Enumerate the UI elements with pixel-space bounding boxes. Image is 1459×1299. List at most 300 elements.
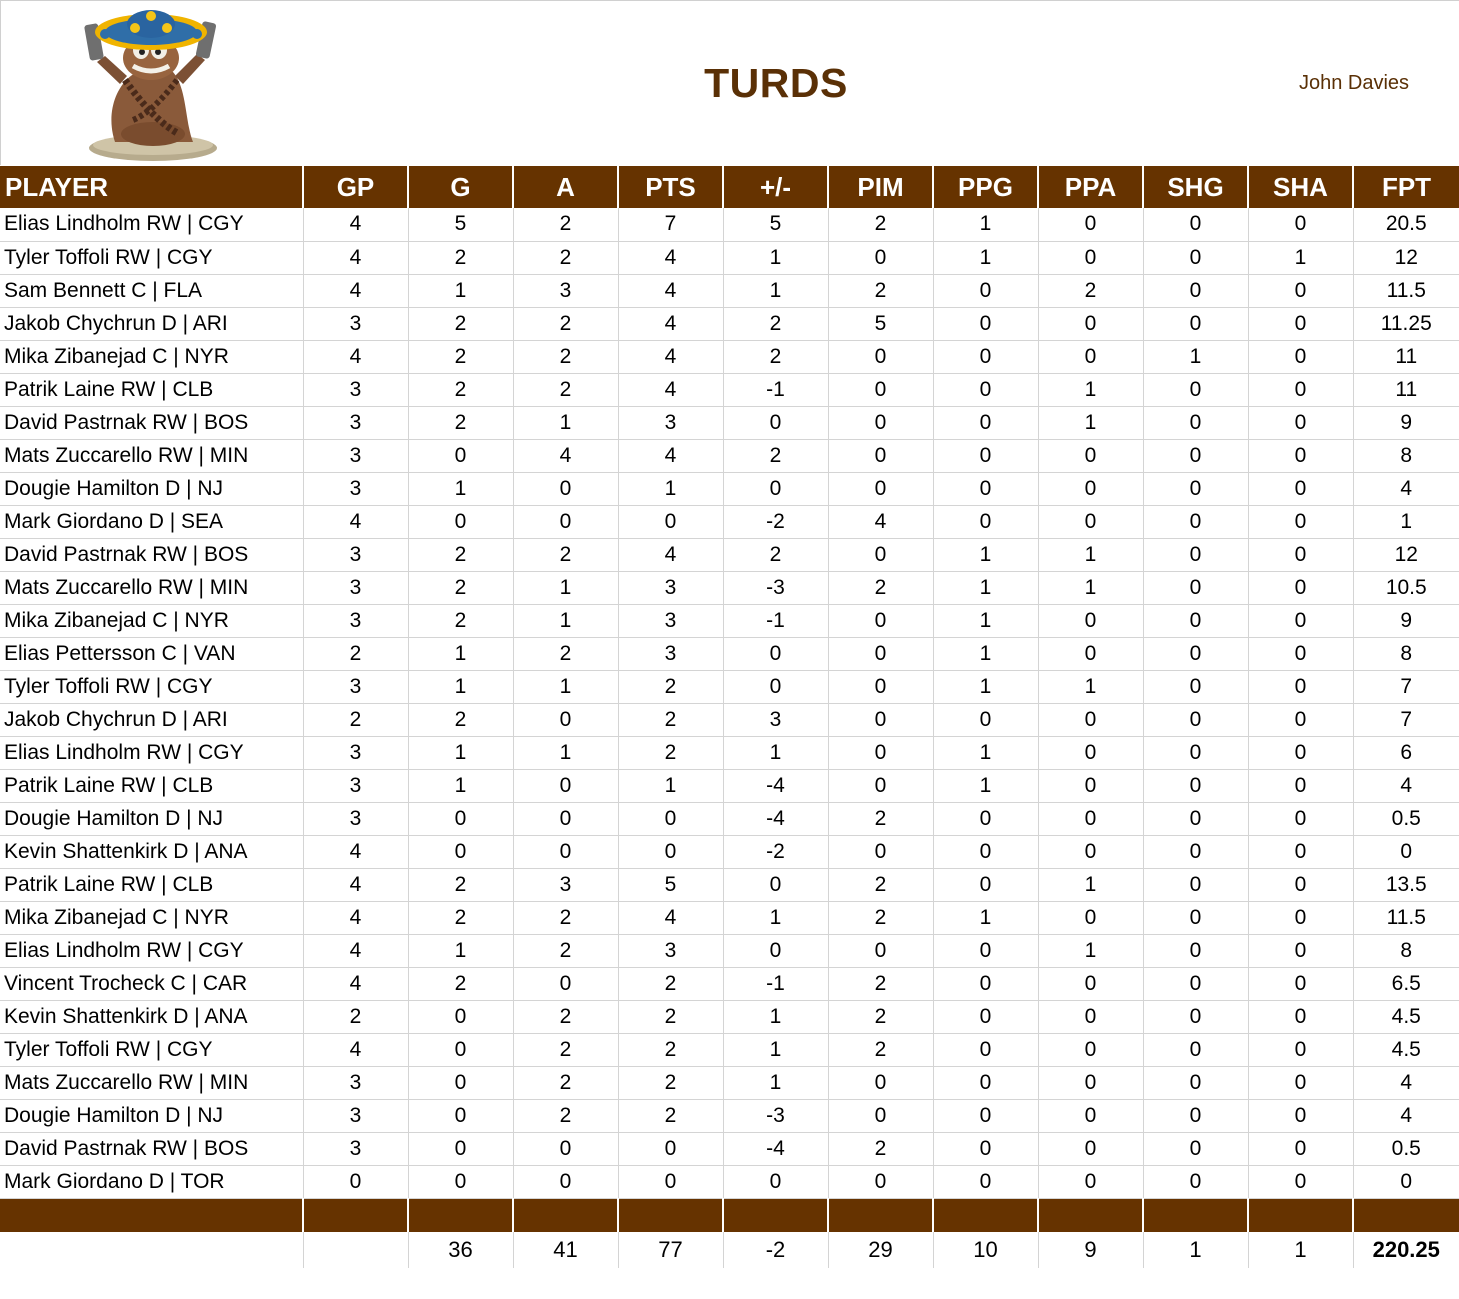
player-name-cell: Mika Zibanejad C | NYR [0,340,303,373]
stat-cell-sha: 0 [1248,1033,1353,1066]
stat-cell-fpt: 11.5 [1353,274,1459,307]
stat-cell-sha: 0 [1248,208,1353,241]
table-row [0,439,1459,472]
stat-cell-pts: 1 [618,769,723,802]
stat-cell-pts: 3 [618,934,723,967]
stat-cell-gp: 3 [303,1099,408,1132]
stat-cell-gp: 3 [303,571,408,604]
stat-cell-ppa: 1 [1038,670,1143,703]
player-name-cell: Mats Zuccarello RW | MIN [0,439,303,472]
stat-cell-sha: 0 [1248,835,1353,868]
stat-cell-ppg: 0 [933,274,1038,307]
stat-cell-fpt: 7 [1353,703,1459,736]
stat-cell-sha: 0 [1248,406,1353,439]
stat-cell-g: 2 [408,571,513,604]
player-name-cell: Patrik Laine RW | CLB [0,868,303,901]
stat-cell-pim: 0 [828,637,933,670]
table-row [0,1132,1459,1165]
stat-cell-ppg: 0 [933,340,1038,373]
stat-cell-pim: 0 [828,1165,933,1198]
total-cell [0,1232,303,1268]
stat-cell-pts: 4 [618,307,723,340]
stat-cell-ppa: 0 [1038,901,1143,934]
table-row [0,934,1459,967]
stat-cell-g: 2 [408,901,513,934]
stat-cell-sha: 0 [1248,472,1353,505]
stat-cell-gp: 3 [303,472,408,505]
stat-cell-plus-minus: 2 [723,439,828,472]
total-cell: 29 [828,1232,933,1268]
stat-cell-sha: 0 [1248,307,1353,340]
stat-cell-gp: 3 [303,307,408,340]
stat-cell-fpt: 6.5 [1353,967,1459,1000]
stat-cell-plus-minus: -1 [723,967,828,1000]
stat-cell-a: 0 [513,802,618,835]
stat-cell-shg: 0 [1143,1132,1248,1165]
stat-cell-pim: 2 [828,1132,933,1165]
stat-cell-gp: 4 [303,934,408,967]
stat-cell-shg: 0 [1143,538,1248,571]
stat-cell-g: 0 [408,1033,513,1066]
stat-cell-sha: 0 [1248,901,1353,934]
stat-cell-pts: 3 [618,604,723,637]
stat-cell-pim: 0 [828,835,933,868]
column-header-ppg: PPG [933,166,1038,208]
stat-cell-pts: 4 [618,439,723,472]
player-name-cell: Vincent Trocheck C | CAR [0,967,303,1000]
stat-cell-fpt: 11 [1353,340,1459,373]
stat-cell-fpt: 11.5 [1353,901,1459,934]
stat-cell-fpt: 9 [1353,406,1459,439]
stat-cell-shg: 0 [1143,835,1248,868]
stat-cell-ppg: 1 [933,208,1038,241]
band-cell [0,1198,303,1232]
stat-cell-sha: 1 [1248,241,1353,274]
stat-cell-ppg: 1 [933,901,1038,934]
stat-cell-plus-minus: 1 [723,1066,828,1099]
stat-cell-ppg: 0 [933,1033,1038,1066]
stat-cell-ppg: 0 [933,1099,1038,1132]
stat-cell-g: 2 [408,538,513,571]
stat-cell-pts: 4 [618,901,723,934]
stat-cell-g: 0 [408,1165,513,1198]
stat-cell-a: 0 [513,505,618,538]
stat-cell-pts: 0 [618,1165,723,1198]
stat-cell-gp: 2 [303,1000,408,1033]
total-cell: 1 [1248,1232,1353,1268]
stat-cell-plus-minus: 0 [723,670,828,703]
stat-cell-shg: 0 [1143,736,1248,769]
table-row [0,1066,1459,1099]
stat-cell-plus-minus: -1 [723,373,828,406]
total-cell: 1 [1143,1232,1248,1268]
mascot-logo-icon [75,2,225,164]
stat-cell-gp: 4 [303,208,408,241]
stat-cell-shg: 0 [1143,637,1248,670]
total-cell: 77 [618,1232,723,1268]
stat-cell-ppg: 0 [933,802,1038,835]
stat-cell-gp: 3 [303,604,408,637]
stat-cell-ppg: 0 [933,406,1038,439]
stat-cell-plus-minus: 0 [723,637,828,670]
stat-cell-shg: 0 [1143,208,1248,241]
player-name-cell: Tyler Toffoli RW | CGY [0,670,303,703]
stat-cell-pts: 2 [618,967,723,1000]
stat-cell-a: 0 [513,703,618,736]
stat-cell-gp: 4 [303,967,408,1000]
stat-cell-ppg: 0 [933,307,1038,340]
table-row [0,868,1459,901]
stat-cell-gp: 3 [303,373,408,406]
stat-cell-a: 3 [513,274,618,307]
stat-cell-shg: 0 [1143,802,1248,835]
stat-cell-pim: 2 [828,1000,933,1033]
stat-cell-pim: 2 [828,901,933,934]
table-row [0,769,1459,802]
stat-cell-gp: 2 [303,637,408,670]
stat-cell-shg: 0 [1143,307,1248,340]
stat-cell-ppa: 1 [1038,373,1143,406]
stat-cell-shg: 0 [1143,868,1248,901]
stat-cell-ppa: 0 [1038,637,1143,670]
player-name-cell: Mika Zibanejad C | NYR [0,604,303,637]
stat-cell-g: 0 [408,1132,513,1165]
stat-cell-plus-minus: -4 [723,1132,828,1165]
table-row [0,835,1459,868]
stat-cell-g: 0 [408,1099,513,1132]
player-name-cell: Dougie Hamilton D | NJ [0,1099,303,1132]
stat-cell-g: 0 [408,1066,513,1099]
stat-cell-ppa: 0 [1038,208,1143,241]
band-cell [1353,1198,1459,1232]
player-name-cell: Mark Giordano D | TOR [0,1165,303,1198]
table-row [0,505,1459,538]
stat-cell-fpt: 12 [1353,241,1459,274]
stat-cell-pts: 4 [618,340,723,373]
column-header-plus-minus: +/- [723,166,828,208]
stat-cell-ppg: 0 [933,835,1038,868]
stat-cell-ppg: 1 [933,241,1038,274]
stat-cell-pts: 3 [618,637,723,670]
stat-cell-plus-minus: 1 [723,736,828,769]
stat-cell-pim: 2 [828,802,933,835]
stat-cell-pim: 0 [828,472,933,505]
player-name-cell: Jakob Chychrun D | ARI [0,307,303,340]
stat-cell-ppa: 0 [1038,835,1143,868]
band-cell [303,1198,408,1232]
stat-cell-ppg: 0 [933,1132,1038,1165]
stat-cell-shg: 0 [1143,1066,1248,1099]
stat-cell-sha: 0 [1248,769,1353,802]
column-header-pim: PIM [828,166,933,208]
stat-cell-sha: 0 [1248,967,1353,1000]
stat-cell-sha: 0 [1248,1099,1353,1132]
stat-cell-a: 1 [513,604,618,637]
player-name-cell: Mats Zuccarello RW | MIN [0,571,303,604]
table-row [0,208,1459,241]
stat-cell-a: 1 [513,670,618,703]
stat-cell-pim: 2 [828,868,933,901]
stat-cell-pim: 0 [828,934,933,967]
stat-cell-gp: 4 [303,868,408,901]
stat-cell-gp: 3 [303,670,408,703]
stat-cell-sha: 0 [1248,736,1353,769]
stat-cell-gp: 4 [303,241,408,274]
stat-cell-pts: 2 [618,1099,723,1132]
stat-cell-fpt: 8 [1353,934,1459,967]
stat-cell-plus-minus: 2 [723,340,828,373]
stat-cell-ppg: 0 [933,934,1038,967]
table-row [0,538,1459,571]
stat-cell-pim: 0 [828,1099,933,1132]
player-name-cell: David Pastrnak RW | BOS [0,538,303,571]
player-name-cell: Elias Lindholm RW | CGY [0,208,303,241]
stat-cell-pts: 2 [618,736,723,769]
stat-cell-a: 0 [513,967,618,1000]
stat-cell-a: 2 [513,241,618,274]
stat-cell-ppa: 0 [1038,1066,1143,1099]
player-name-cell: Sam Bennett C | FLA [0,274,303,307]
stat-cell-plus-minus: 3 [723,703,828,736]
stat-cell-plus-minus: -1 [723,604,828,637]
total-cell: 10 [933,1232,1038,1268]
stat-cell-sha: 0 [1248,571,1353,604]
grand-total-cell: 220.25 [1353,1232,1459,1268]
stat-cell-ppg: 1 [933,736,1038,769]
stat-cell-pts: 4 [618,241,723,274]
stat-cell-plus-minus: 1 [723,1000,828,1033]
stat-cell-ppa: 0 [1038,505,1143,538]
column-header-player: PLAYER [0,166,303,208]
stat-cell-g: 0 [408,505,513,538]
stat-cell-fpt: 12 [1353,538,1459,571]
stat-cell-fpt: 0 [1353,1165,1459,1198]
stat-cell-plus-minus: -4 [723,769,828,802]
stat-cell-ppa: 0 [1038,769,1143,802]
band-cell [723,1198,828,1232]
table-row [0,736,1459,769]
stat-cell-ppa: 0 [1038,307,1143,340]
stat-cell-g: 1 [408,736,513,769]
stats-table [0,166,1459,1268]
stat-cell-a: 2 [513,340,618,373]
stat-cell-gp: 4 [303,274,408,307]
stat-cell-pim: 2 [828,274,933,307]
band-cell [1143,1198,1248,1232]
stat-cell-ppa: 0 [1038,604,1143,637]
stat-cell-gp: 3 [303,406,408,439]
stat-cell-ppg: 0 [933,373,1038,406]
stat-cell-ppa: 0 [1038,340,1143,373]
stat-cell-a: 4 [513,439,618,472]
stat-cell-pim: 0 [828,340,933,373]
stat-cell-a: 2 [513,934,618,967]
stat-cell-pts: 5 [618,868,723,901]
stat-cell-fpt: 1 [1353,505,1459,538]
stat-cell-pts: 2 [618,1066,723,1099]
stat-cell-g: 0 [408,439,513,472]
player-name-cell: Elias Lindholm RW | CGY [0,736,303,769]
player-name-cell: David Pastrnak RW | BOS [0,1132,303,1165]
stat-cell-g: 5 [408,208,513,241]
stat-cell-a: 2 [513,208,618,241]
stat-cell-shg: 0 [1143,406,1248,439]
stat-cell-ppa: 0 [1038,1099,1143,1132]
stat-cell-shg: 0 [1143,472,1248,505]
totals-row [0,1232,1459,1268]
stat-cell-ppa: 0 [1038,1033,1143,1066]
total-cell: -2 [723,1232,828,1268]
stat-cell-plus-minus: -4 [723,802,828,835]
stat-cell-shg: 0 [1143,274,1248,307]
table-row [0,1165,1459,1198]
stat-cell-a: 3 [513,868,618,901]
band-cell [618,1198,723,1232]
total-cell [303,1232,408,1268]
stat-cell-g: 1 [408,472,513,505]
stat-cell-g: 2 [408,241,513,274]
stat-cell-pim: 0 [828,241,933,274]
stat-cell-g: 1 [408,769,513,802]
stat-cell-pts: 4 [618,538,723,571]
stat-cell-plus-minus: 0 [723,868,828,901]
stat-cell-ppa: 0 [1038,472,1143,505]
player-name-cell: Jakob Chychrun D | ARI [0,703,303,736]
stat-cell-a: 0 [513,835,618,868]
stat-cell-a: 2 [513,1066,618,1099]
stat-cell-sha: 0 [1248,274,1353,307]
stat-cell-ppa: 0 [1038,1132,1143,1165]
stat-cell-pim: 4 [828,505,933,538]
player-name-cell: Kevin Shattenkirk D | ANA [0,1000,303,1033]
stat-cell-plus-minus: 0 [723,472,828,505]
stat-cell-pts: 0 [618,1132,723,1165]
stat-cell-pim: 0 [828,670,933,703]
stat-cell-a: 2 [513,307,618,340]
stat-cell-a: 2 [513,901,618,934]
table-row [0,472,1459,505]
stat-cell-plus-minus: 0 [723,406,828,439]
stat-cell-pts: 7 [618,208,723,241]
stat-cell-pim: 2 [828,967,933,1000]
stat-cell-pim: 0 [828,703,933,736]
stat-cell-g: 2 [408,406,513,439]
stat-cell-sha: 0 [1248,538,1353,571]
stat-cell-ppa: 1 [1038,406,1143,439]
stat-cell-pim: 0 [828,604,933,637]
stat-cell-g: 2 [408,703,513,736]
stat-cell-ppa: 0 [1038,439,1143,472]
stat-cell-plus-minus: -3 [723,1099,828,1132]
stat-cell-ppg: 1 [933,538,1038,571]
stat-cell-plus-minus: 1 [723,901,828,934]
player-name-cell: Dougie Hamilton D | NJ [0,472,303,505]
stat-cell-sha: 0 [1248,703,1353,736]
stat-cell-plus-minus: 5 [723,208,828,241]
stat-cell-pts: 1 [618,472,723,505]
table-row [0,571,1459,604]
stat-cell-fpt: 8 [1353,439,1459,472]
table-row [0,307,1459,340]
player-name-cell: Mats Zuccarello RW | MIN [0,1066,303,1099]
stat-cell-ppg: 0 [933,1066,1038,1099]
stat-cell-g: 0 [408,802,513,835]
table-row [0,373,1459,406]
stat-cell-ppg: 1 [933,637,1038,670]
stat-cell-a: 1 [513,736,618,769]
stat-cell-gp: 3 [303,1132,408,1165]
table-row [0,670,1459,703]
stat-cell-gp: 3 [303,538,408,571]
stat-cell-gp: 3 [303,769,408,802]
stat-cell-ppg: 0 [933,868,1038,901]
stat-cell-fpt: 4 [1353,1066,1459,1099]
stat-cell-fpt: 11 [1353,373,1459,406]
stat-cell-g: 1 [408,934,513,967]
owner-name: John Davies [1298,72,1410,94]
stat-cell-ppa: 0 [1038,736,1143,769]
stat-cell-g: 2 [408,340,513,373]
stat-cell-fpt: 0.5 [1353,1132,1459,1165]
stat-cell-fpt: 9 [1353,604,1459,637]
table-row [0,802,1459,835]
stat-cell-sha: 0 [1248,802,1353,835]
stat-cell-ppg: 0 [933,703,1038,736]
stat-cell-sha: 0 [1248,373,1353,406]
stat-cell-pim: 0 [828,769,933,802]
stat-cell-fpt: 7 [1353,670,1459,703]
stat-cell-fpt: 6 [1353,736,1459,769]
stat-cell-ppa: 0 [1038,703,1143,736]
stat-cell-gp: 4 [303,505,408,538]
stat-cell-gp: 2 [303,703,408,736]
player-name-cell: Elias Pettersson C | VAN [0,637,303,670]
stat-cell-ppa: 0 [1038,967,1143,1000]
stat-cell-gp: 3 [303,802,408,835]
stat-cell-pim: 0 [828,406,933,439]
stat-cell-shg: 0 [1143,967,1248,1000]
total-cell: 41 [513,1232,618,1268]
stat-cell-sha: 0 [1248,670,1353,703]
stat-cell-shg: 0 [1143,1165,1248,1198]
stat-cell-pim: 0 [828,538,933,571]
stat-cell-pim: 5 [828,307,933,340]
stat-cell-g: 1 [408,670,513,703]
stat-cell-g: 0 [408,835,513,868]
stat-cell-a: 0 [513,1132,618,1165]
player-name-cell: Kevin Shattenkirk D | ANA [0,835,303,868]
stat-cell-fpt: 11.25 [1353,307,1459,340]
stat-cell-g: 2 [408,307,513,340]
left-border [0,0,1,165]
stat-cell-ppg: 0 [933,472,1038,505]
stat-cell-ppa: 0 [1038,802,1143,835]
table-header-row [0,166,1459,208]
stat-cell-fpt: 0 [1353,835,1459,868]
stat-cell-sha: 0 [1248,1000,1353,1033]
stat-cell-ppg: 0 [933,967,1038,1000]
stat-cell-ppa: 0 [1038,241,1143,274]
table-row [0,1000,1459,1033]
stat-cell-shg: 0 [1143,670,1248,703]
stat-cell-ppg: 1 [933,604,1038,637]
team-title: TURDS [704,60,848,106]
column-header-ppa: PPA [1038,166,1143,208]
stat-cell-pim: 2 [828,208,933,241]
column-header-g: G [408,166,513,208]
stat-cell-shg: 0 [1143,439,1248,472]
stat-cell-shg: 0 [1143,1033,1248,1066]
